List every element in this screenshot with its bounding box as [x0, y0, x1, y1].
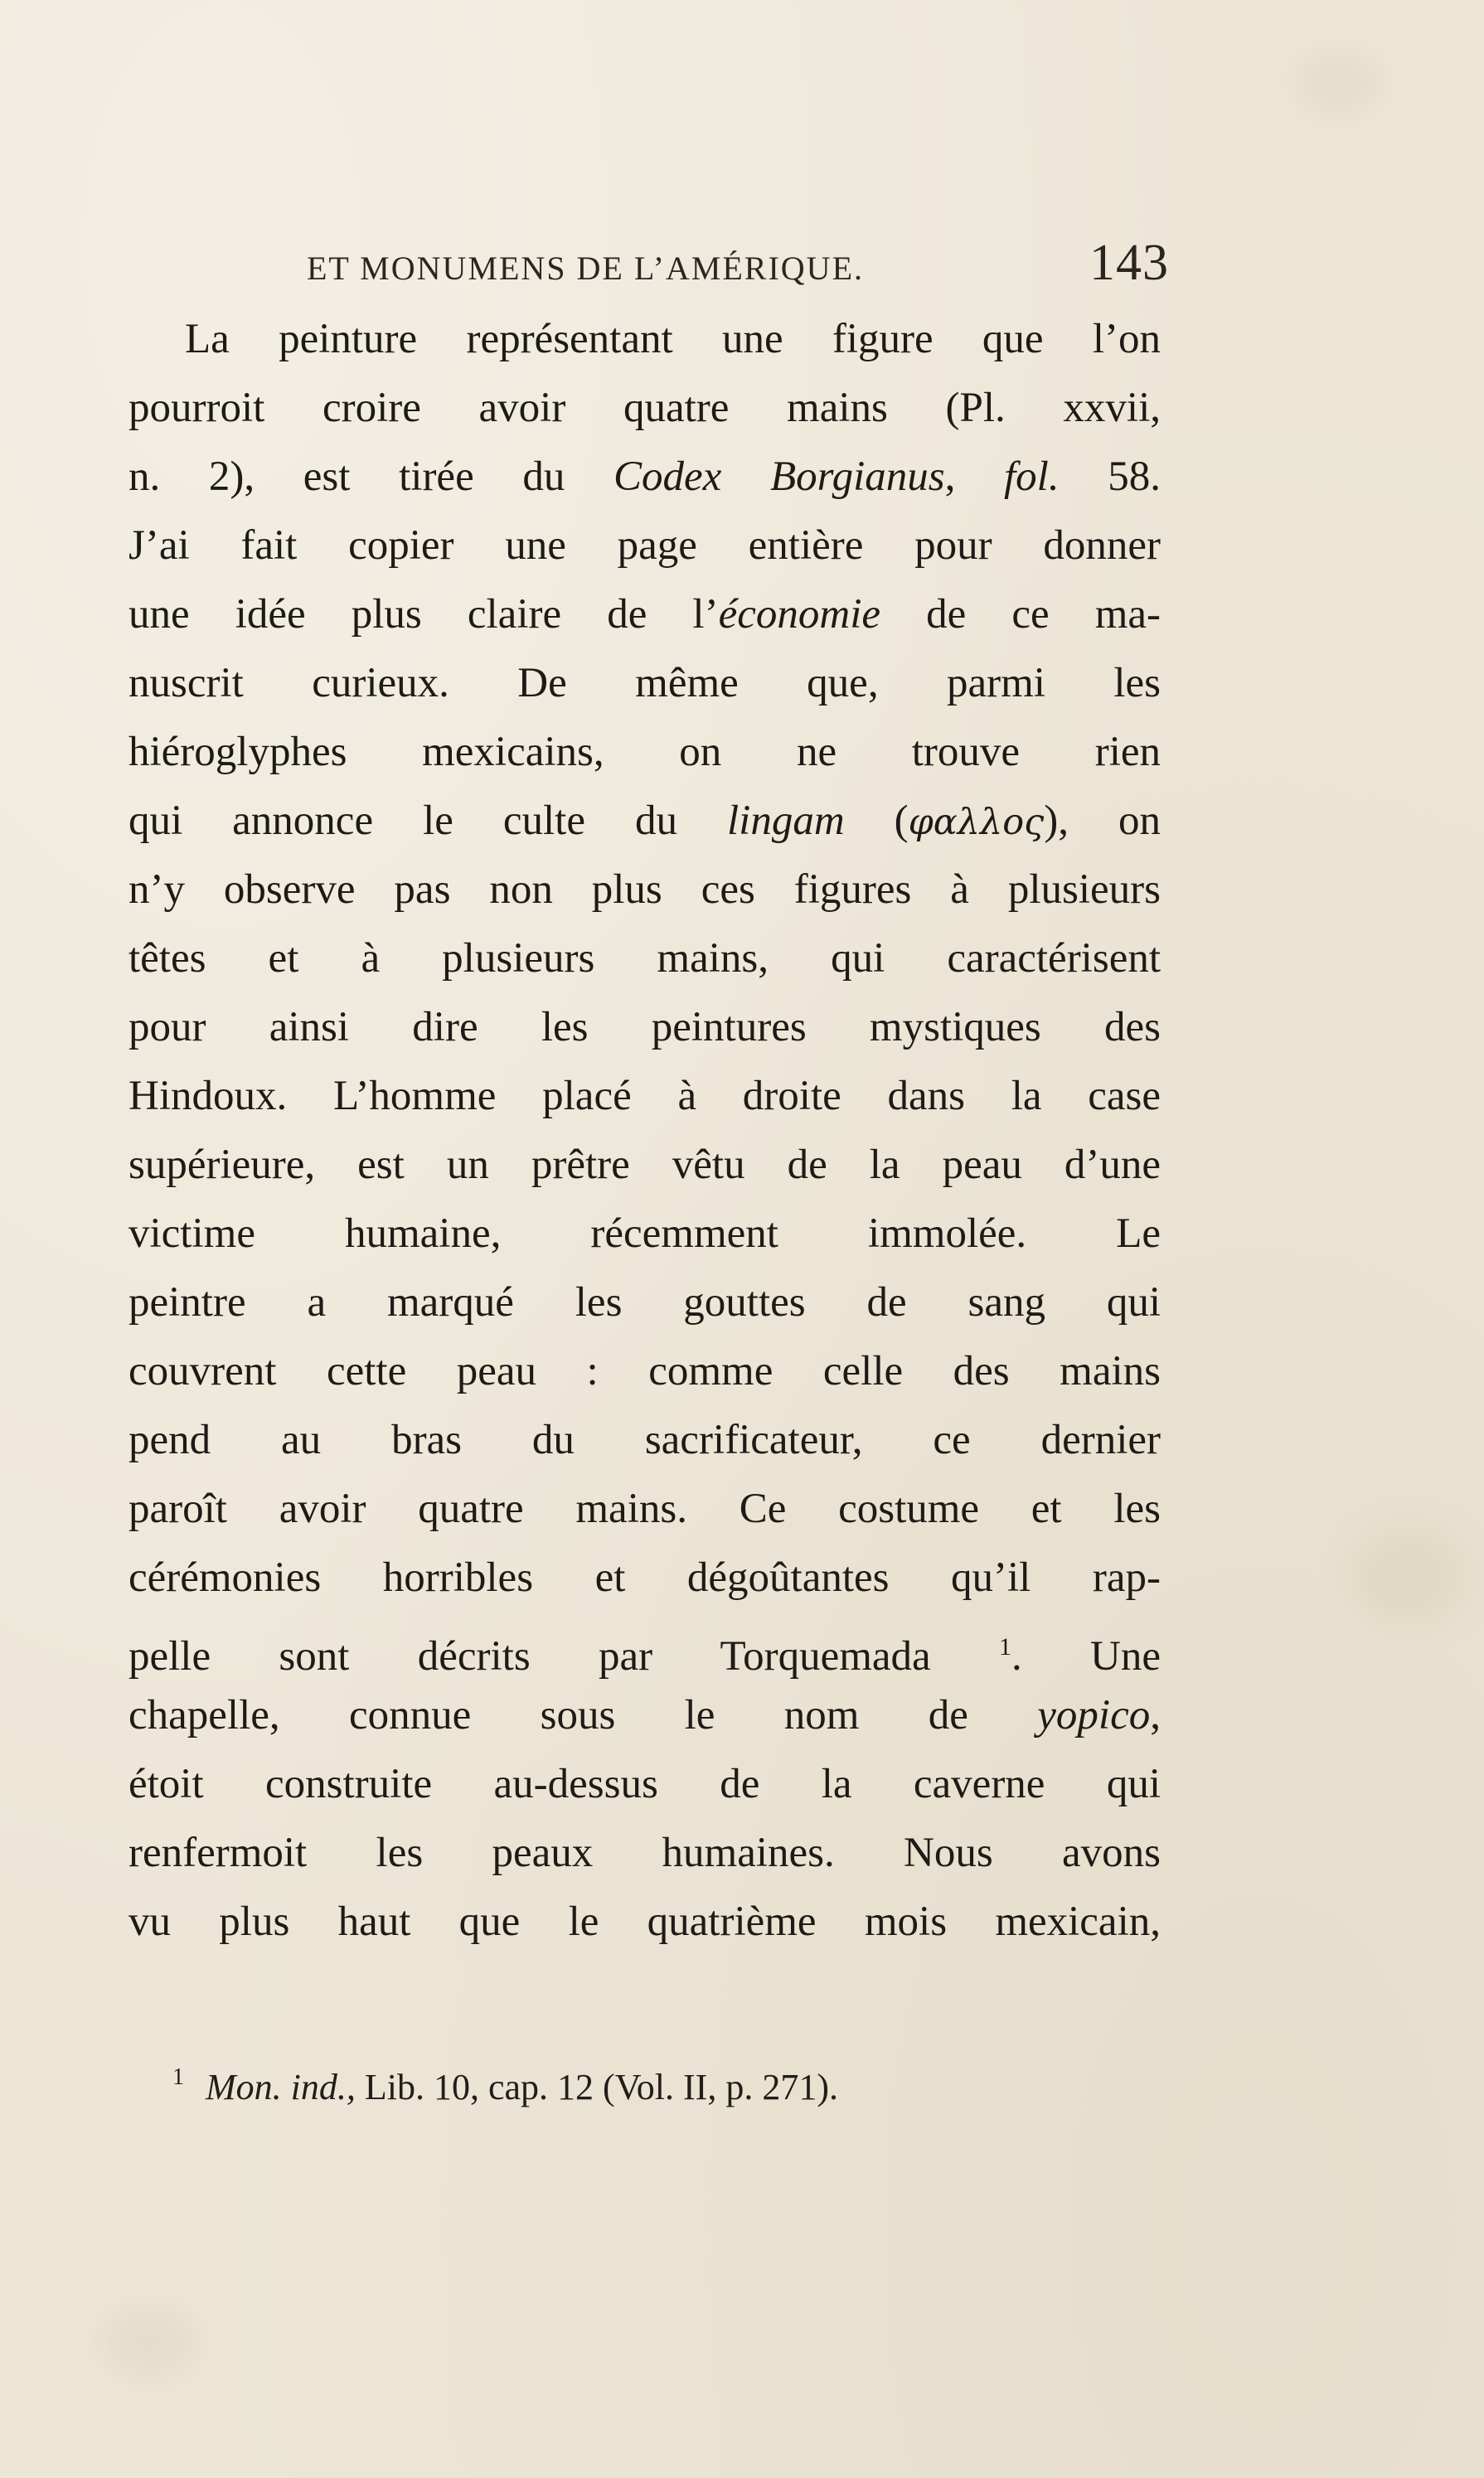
text-line: peintre a marqué les gouttes de sang qui — [129, 1279, 1161, 1326]
text-line: cérémonies horribles et dégoûtantes qu’il rap- — [129, 1554, 1161, 1601]
text-line: nuscrit curieux. De même que, parmi les — [129, 660, 1161, 706]
italic-word: économie — [718, 591, 881, 638]
text-run: pelle sont décrits par Torquemada — [129, 1633, 999, 1680]
text-run: qui annonce le culte du — [129, 798, 727, 844]
greek-word: φαλλος — [908, 802, 1045, 843]
text-line: victime humaine, récemment immolée. Le — [129, 1210, 1161, 1257]
text-line: La peinture représentant une figure que l’on — [185, 316, 1161, 362]
body-text — [129, 305, 1161, 1957]
text-line — [129, 1612, 1161, 1681]
text-run: une idée plus claire de l’ — [129, 591, 719, 638]
text-line: têtes et à plusieurs mains, qui caractérisent — [129, 935, 1161, 982]
italic-ref: fol. — [1004, 453, 1060, 500]
text-line: hiéroglyphes mexicains, on ne trouve rien — [129, 729, 1161, 775]
text-run: ( — [844, 798, 909, 844]
paper-stain — [1351, 1525, 1467, 1625]
text-run: de ce ma- — [880, 591, 1161, 638]
text-line: J’ai fait copier une page entière pour donner — [129, 522, 1161, 569]
italic-word: yopico — [1037, 1692, 1151, 1738]
footnote — [172, 2053, 1167, 2112]
text-line: étoit construite au-dessus de la caverne qui — [129, 1761, 1161, 1807]
running-head — [307, 234, 1169, 293]
text-line: pourroit croire avoir quatre mains (Pl. xxvii, — [129, 385, 1161, 431]
text-line: paroît avoir quatre mains. Ce costume et les — [129, 1486, 1161, 1532]
text-line: couvrent cette peau : comme celle des mains — [129, 1348, 1161, 1394]
text-run: , — [944, 453, 1004, 500]
text-run: chapelle, connue sous le nom de — [129, 1692, 1038, 1738]
text-line: renfermoit les peaux humaines. Nous avons — [129, 1830, 1161, 1876]
text-line: vu plus haut que le quatrième mois mexicain, — [129, 1899, 1161, 1945]
running-title: ET MONUMENS DE L’AMÉRIQUE. — [307, 250, 864, 287]
text-run: n. 2), est tirée du — [129, 453, 614, 500]
paper-stain — [1293, 50, 1385, 116]
text-line — [129, 443, 1161, 512]
text-line: pour ainsi dire les peintures mystiques des — [129, 1004, 1161, 1050]
text-line: supérieure, est un prêtre vêtu de la peau d’une — [129, 1142, 1161, 1188]
footnote-source: Mon. ind., — [206, 2067, 356, 2107]
text-run: 58. — [1059, 453, 1161, 500]
text-run: ), on — [1044, 798, 1161, 844]
text-line — [129, 787, 1161, 856]
footnote-citation: Lib. 10, cap. 12 (Vol. II, p. 271). — [355, 2067, 838, 2107]
text-line: pend au bras du sacrificateur, ce dernier — [129, 1417, 1161, 1463]
text-run: , — [1150, 1692, 1161, 1738]
text-line: n’y observe pas non plus ces figures à plusieurs — [129, 866, 1161, 913]
paper-stain — [99, 2305, 199, 2379]
page-number: 143 — [1089, 235, 1169, 291]
text-line — [129, 580, 1161, 649]
italic-title: Codex Borgianus — [613, 453, 945, 500]
italic-word: lingam — [726, 798, 845, 844]
footnote-reference: 1 — [998, 1633, 1011, 1661]
text-line — [129, 1681, 1161, 1750]
footnote-mark: 1 — [172, 2064, 184, 2090]
text-line: Hindoux. L’homme placé à droite dans la case — [129, 1073, 1161, 1119]
text-run: . Une — [1011, 1633, 1161, 1680]
